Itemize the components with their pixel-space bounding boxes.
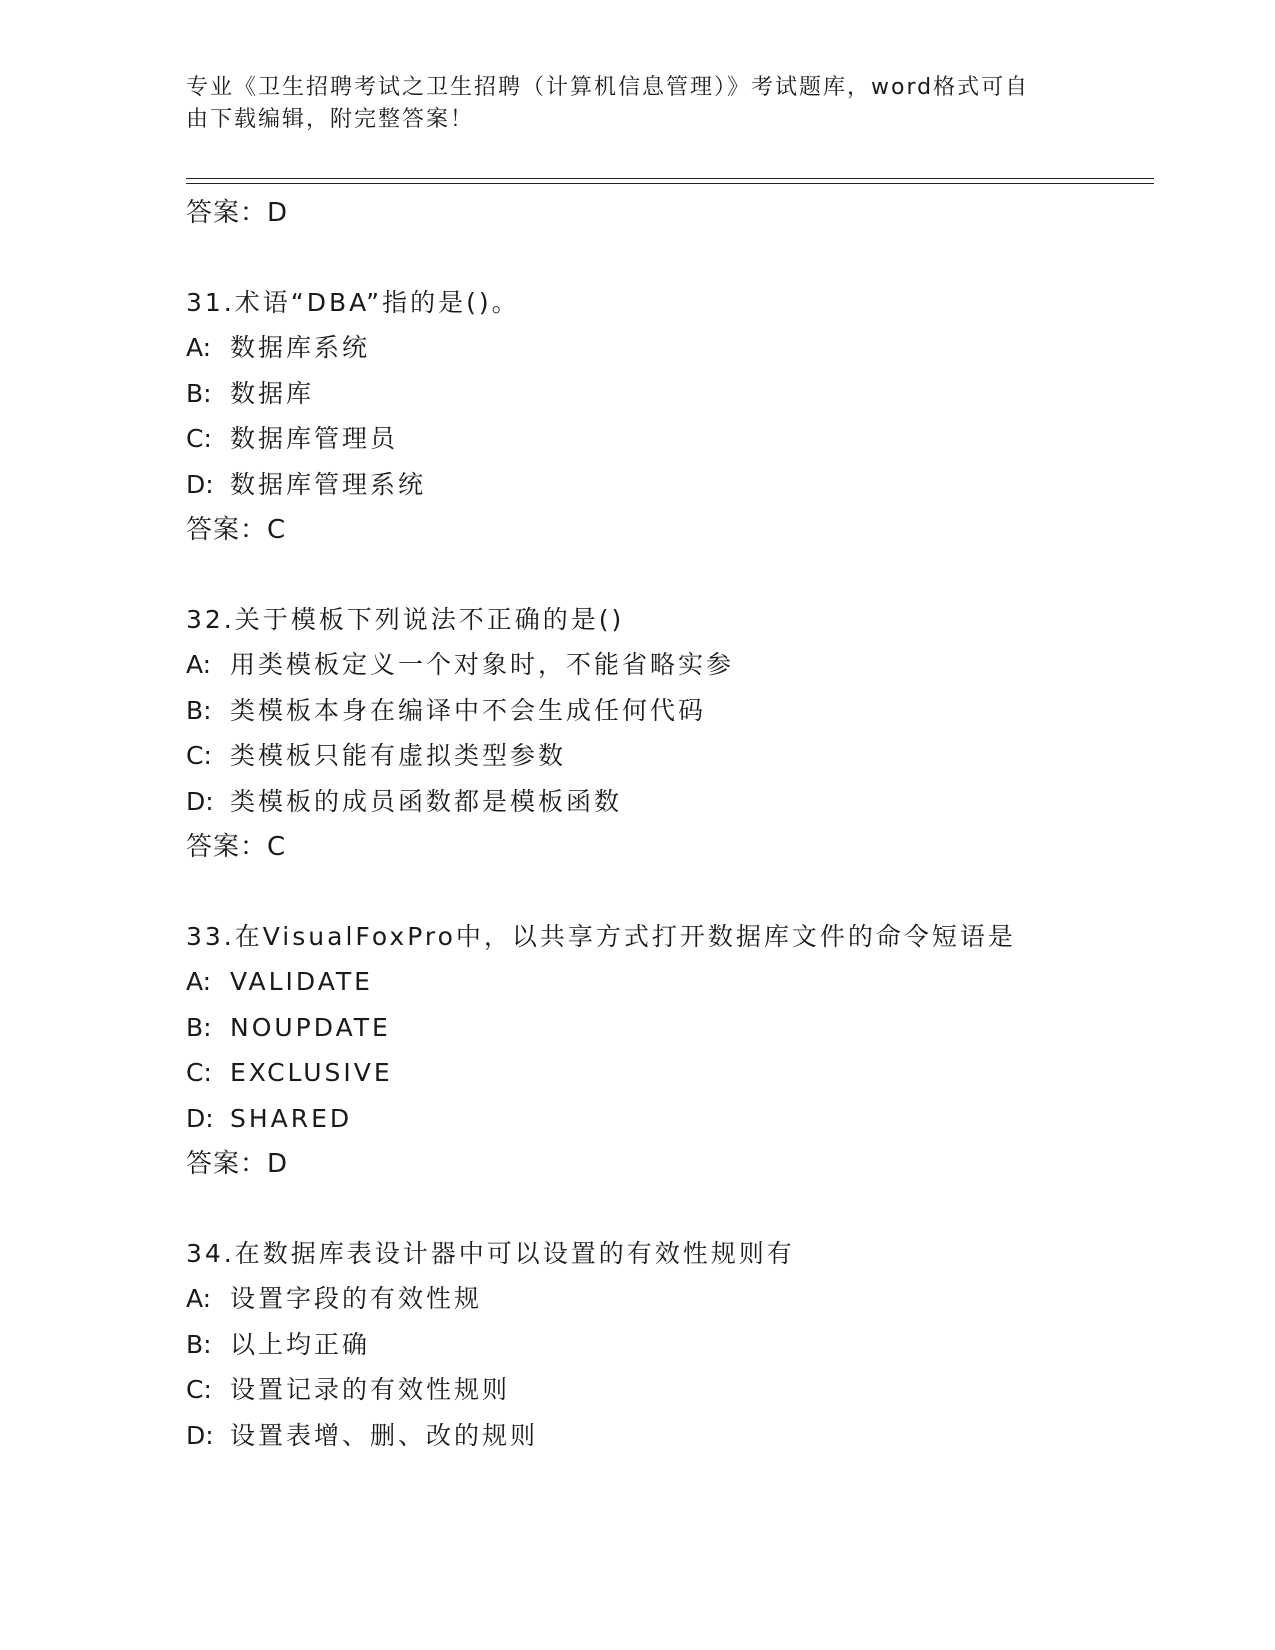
option-text: NOUPDATE bbox=[230, 1012, 391, 1042]
option-text: 类模板本身在编译中不会生成任何代码 bbox=[230, 695, 707, 725]
option-c bbox=[186, 416, 1154, 462]
option-letter: B: bbox=[186, 695, 212, 725]
option-text: 数据库 bbox=[230, 378, 315, 408]
question-answer: 答案：C bbox=[186, 515, 287, 545]
option-d bbox=[186, 1096, 1154, 1142]
option-text: 以上均正确 bbox=[230, 1329, 371, 1359]
header-divider-top bbox=[186, 178, 1154, 179]
option-letter: C: bbox=[186, 1375, 212, 1404]
option-letter: A: bbox=[186, 333, 212, 362]
question-stem: 31.术语“DBA”指的是()。 bbox=[186, 288, 520, 317]
option-c bbox=[186, 1367, 1154, 1413]
question-stem: 33.在VisualFoxPro中，以共享方式打开数据库文件的命令短语是 bbox=[186, 922, 1016, 951]
option-a bbox=[186, 959, 1154, 1005]
option-letter: B: bbox=[186, 1329, 212, 1359]
option-text: 类模板的成员函数都是模板函数 bbox=[230, 786, 623, 816]
spacer bbox=[186, 870, 1154, 914]
option-text: 数据库系统 bbox=[230, 333, 371, 362]
option-text: 数据库管理员 bbox=[230, 424, 399, 453]
question-answer: 答案：C bbox=[186, 832, 287, 862]
option-letter: D: bbox=[186, 469, 214, 499]
option-letter: B: bbox=[186, 378, 212, 408]
option-c bbox=[186, 1050, 1154, 1096]
option-b bbox=[186, 1005, 1154, 1051]
option-b bbox=[186, 688, 1154, 734]
document-header bbox=[186, 72, 1086, 136]
option-letter: A: bbox=[186, 650, 212, 679]
option-letter: B: bbox=[186, 1012, 212, 1042]
header-line-1: 专业《卫生招聘考试之卫生招聘（计算机信息管理）》考试题库，word格式可自 bbox=[186, 75, 1030, 100]
question-stem: 34.在数据库表设计器中可以设置的有效性规则有 bbox=[186, 1239, 795, 1268]
option-b bbox=[186, 1322, 1154, 1368]
question-answer: 答案：D bbox=[186, 1149, 289, 1179]
spacer bbox=[186, 1187, 1154, 1231]
option-letter: D: bbox=[186, 1103, 214, 1133]
question-34 bbox=[186, 1231, 1154, 1458]
option-a bbox=[186, 1276, 1154, 1322]
question-stem: 32.关于模板下列说法不正确的是() bbox=[186, 605, 625, 634]
header-line-2: 由下载编辑，附完整答案！ bbox=[186, 107, 475, 132]
option-letter: D: bbox=[186, 1420, 214, 1450]
option-text: 设置字段的有效性规 bbox=[230, 1284, 483, 1313]
option-text: SHARED bbox=[230, 1103, 353, 1133]
option-letter: A: bbox=[186, 1284, 212, 1313]
option-text: VALIDATE bbox=[230, 967, 373, 996]
option-letter: C: bbox=[186, 741, 212, 770]
option-letter: D: bbox=[186, 786, 214, 816]
option-text: 设置记录的有效性规则 bbox=[230, 1375, 511, 1404]
option-text: 类模板只能有虚拟类型参数 bbox=[230, 741, 567, 770]
spacer bbox=[186, 553, 1154, 597]
option-b bbox=[186, 371, 1154, 417]
option-letter: C: bbox=[186, 1058, 212, 1087]
question-list bbox=[186, 190, 1154, 1458]
spacer bbox=[186, 236, 1154, 280]
option-text: 用类模板定义一个对象时，不能省略实参 bbox=[230, 650, 735, 679]
option-letter: A: bbox=[186, 967, 212, 996]
option-d bbox=[186, 1413, 1154, 1459]
option-c bbox=[186, 733, 1154, 779]
question-32 bbox=[186, 597, 1154, 870]
option-text: 设置表增、删、改的规则 bbox=[230, 1420, 539, 1450]
option-d bbox=[186, 462, 1154, 508]
header-divider-bottom bbox=[186, 183, 1154, 184]
option-letter: C: bbox=[186, 424, 212, 453]
option-a bbox=[186, 642, 1154, 688]
option-d bbox=[186, 779, 1154, 825]
option-text: 数据库管理系统 bbox=[230, 469, 427, 499]
question-31 bbox=[186, 280, 1154, 553]
option-a bbox=[186, 325, 1154, 371]
question-33 bbox=[186, 914, 1154, 1187]
previous-answer: 答案：D bbox=[186, 198, 289, 228]
option-text: EXCLUSIVE bbox=[230, 1058, 393, 1087]
